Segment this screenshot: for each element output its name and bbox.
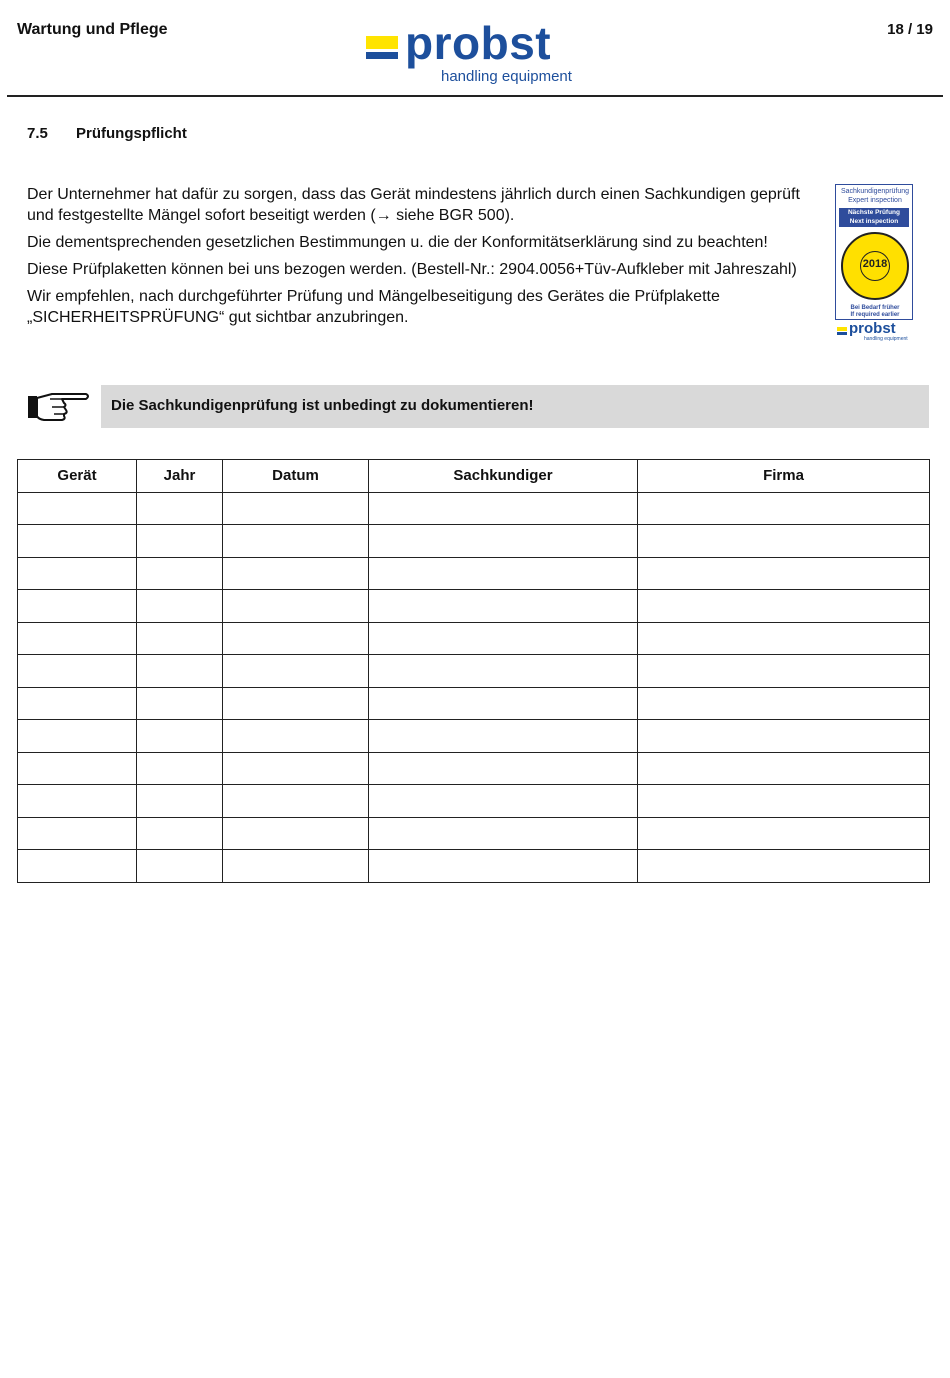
logo-wordmark: probst <box>405 17 552 69</box>
table-row <box>18 687 930 720</box>
sticker-footer <box>836 305 914 319</box>
table-cell[interactable] <box>18 720 137 753</box>
sticker-logo <box>837 320 915 343</box>
table-row <box>18 752 930 785</box>
sticker-logo-tagline: handling equipment <box>864 336 908 342</box>
table-cell[interactable] <box>223 850 369 883</box>
table-cell[interactable] <box>638 720 930 753</box>
inspection-seal-icon <box>841 232 909 300</box>
table-cell[interactable] <box>18 590 137 623</box>
table-cell[interactable] <box>223 720 369 753</box>
table-cell[interactable] <box>369 590 638 623</box>
table-cell[interactable] <box>223 752 369 785</box>
pointing-hand-icon <box>26 388 92 424</box>
body-text <box>27 184 817 334</box>
table-cell[interactable] <box>18 817 137 850</box>
table-cell[interactable] <box>638 590 930 623</box>
table-cell[interactable] <box>638 557 930 590</box>
table-cell[interactable] <box>638 752 930 785</box>
section-heading: Prüfungspflicht <box>76 125 187 142</box>
table-cell[interactable] <box>137 752 223 785</box>
table-cell[interactable] <box>638 817 930 850</box>
documentation-note <box>101 385 929 428</box>
sticker-title <box>836 187 914 205</box>
table-cell[interactable] <box>137 687 223 720</box>
table-cell[interactable] <box>18 850 137 883</box>
table-cell[interactable] <box>18 785 137 818</box>
table-cell[interactable] <box>369 850 638 883</box>
paragraph: Die dementsprechenden gesetzlichen Bestimmungen u. die der Konformitätserklärung sind zu beachten! <box>27 234 768 251</box>
page-number: 18 / 19 <box>887 21 933 38</box>
sticker-title-en: Expert inspection <box>848 197 902 204</box>
table-row <box>18 817 930 850</box>
logo-mark-icon <box>837 327 847 335</box>
column-header-device: Gerät <box>18 460 137 493</box>
sticker-band-de: Nächste Prüfung <box>847 209 900 216</box>
column-header-expert: Sachkundiger <box>369 460 638 493</box>
table-cell[interactable] <box>638 525 930 558</box>
table-row <box>18 525 930 558</box>
section-number: 7.5 <box>27 125 48 142</box>
table-cell[interactable] <box>369 492 638 525</box>
inspection-sticker <box>833 184 915 346</box>
table-cell[interactable] <box>18 525 137 558</box>
table-cell[interactable] <box>137 525 223 558</box>
table-cell[interactable] <box>638 850 930 883</box>
table-cell[interactable] <box>137 817 223 850</box>
table-cell[interactable] <box>369 655 638 688</box>
table-cell[interactable] <box>18 622 137 655</box>
inspection-log-table <box>17 459 930 883</box>
seal-year: 2018 <box>862 258 888 270</box>
column-header-year: Jahr <box>137 460 223 493</box>
table-cell[interactable] <box>137 655 223 688</box>
note-text: Die Sachkundigenprüfung ist unbedingt zu dokumentieren! <box>111 397 534 414</box>
table-row <box>18 720 930 753</box>
table-cell[interactable] <box>223 557 369 590</box>
table-row <box>18 850 930 883</box>
page-header-title: Wartung und Pflege <box>17 21 168 38</box>
table-cell[interactable] <box>137 590 223 623</box>
paragraph: Diese Prüfplaketten können bei uns bezogen werden. (Bestell-Nr.: 2904.0056+Tüv-Aufkleber mit Jahreszahl) <box>27 261 797 278</box>
table-cell[interactable] <box>137 720 223 753</box>
table-cell[interactable] <box>137 557 223 590</box>
table-cell[interactable] <box>369 752 638 785</box>
table-cell[interactable] <box>223 785 369 818</box>
table-cell[interactable] <box>638 687 930 720</box>
paragraph: Wir empfehlen, nach durchgeführter Prüfung und Mängelbeseitigung des Gerätes die Prüfplakette „SICHERHEITSPRÜFUNG“ gut sichtbar anzubringen. <box>27 288 720 326</box>
sticker-panel <box>835 184 913 320</box>
sticker-band <box>839 208 909 227</box>
table-cell[interactable] <box>18 557 137 590</box>
table-cell[interactable] <box>18 752 137 785</box>
brand-logo <box>366 17 596 90</box>
table-cell[interactable] <box>369 720 638 753</box>
header-divider <box>7 95 943 97</box>
table-cell[interactable] <box>18 655 137 688</box>
table-cell[interactable] <box>18 687 137 720</box>
table-cell[interactable] <box>223 622 369 655</box>
table-cell[interactable] <box>137 492 223 525</box>
table-header-row <box>18 460 930 493</box>
table-cell[interactable] <box>223 817 369 850</box>
sticker-footer-de: Bei Bedarf früher <box>850 305 900 311</box>
table-row <box>18 590 930 623</box>
table-cell[interactable] <box>223 687 369 720</box>
sticker-band-en: Next inspection <box>849 218 899 225</box>
column-header-company: Firma <box>638 460 930 493</box>
table-cell[interactable] <box>369 525 638 558</box>
table-cell[interactable] <box>369 622 638 655</box>
sticker-title-de: Sachkundigenprüfung <box>840 188 910 195</box>
table-row <box>18 785 930 818</box>
table-cell[interactable] <box>137 850 223 883</box>
table-row <box>18 655 930 688</box>
table-cell[interactable] <box>638 655 930 688</box>
table-row <box>18 557 930 590</box>
table-cell[interactable] <box>369 557 638 590</box>
table-cell[interactable] <box>369 785 638 818</box>
table-row <box>18 622 930 655</box>
table-cell[interactable] <box>638 622 930 655</box>
sticker-footer-en: If required earlier <box>850 312 900 318</box>
table-cell[interactable] <box>223 590 369 623</box>
paragraph: Der Unternehmer hat dafür zu sorgen, dass das Gerät mindestens jährlich durch einen Sachkundigen geprüft und festgestellte Mängel sofort beseitigt werden (→ siehe BGR 500). <box>27 186 800 224</box>
table-cell[interactable] <box>223 492 369 525</box>
table-cell[interactable] <box>638 492 930 525</box>
table-cell[interactable] <box>18 492 137 525</box>
logo-tagline: handling equipment <box>441 68 572 85</box>
logo-mark-icon <box>366 36 398 60</box>
table-cell[interactable] <box>638 785 930 818</box>
table-row <box>18 492 930 525</box>
table-cell[interactable] <box>369 687 638 720</box>
table-cell[interactable] <box>223 655 369 688</box>
sticker-logo-word: probst <box>849 320 896 337</box>
column-header-date: Datum <box>223 460 369 493</box>
table-cell[interactable] <box>369 817 638 850</box>
table-cell[interactable] <box>223 525 369 558</box>
table-cell[interactable] <box>137 622 223 655</box>
table-cell[interactable] <box>137 785 223 818</box>
